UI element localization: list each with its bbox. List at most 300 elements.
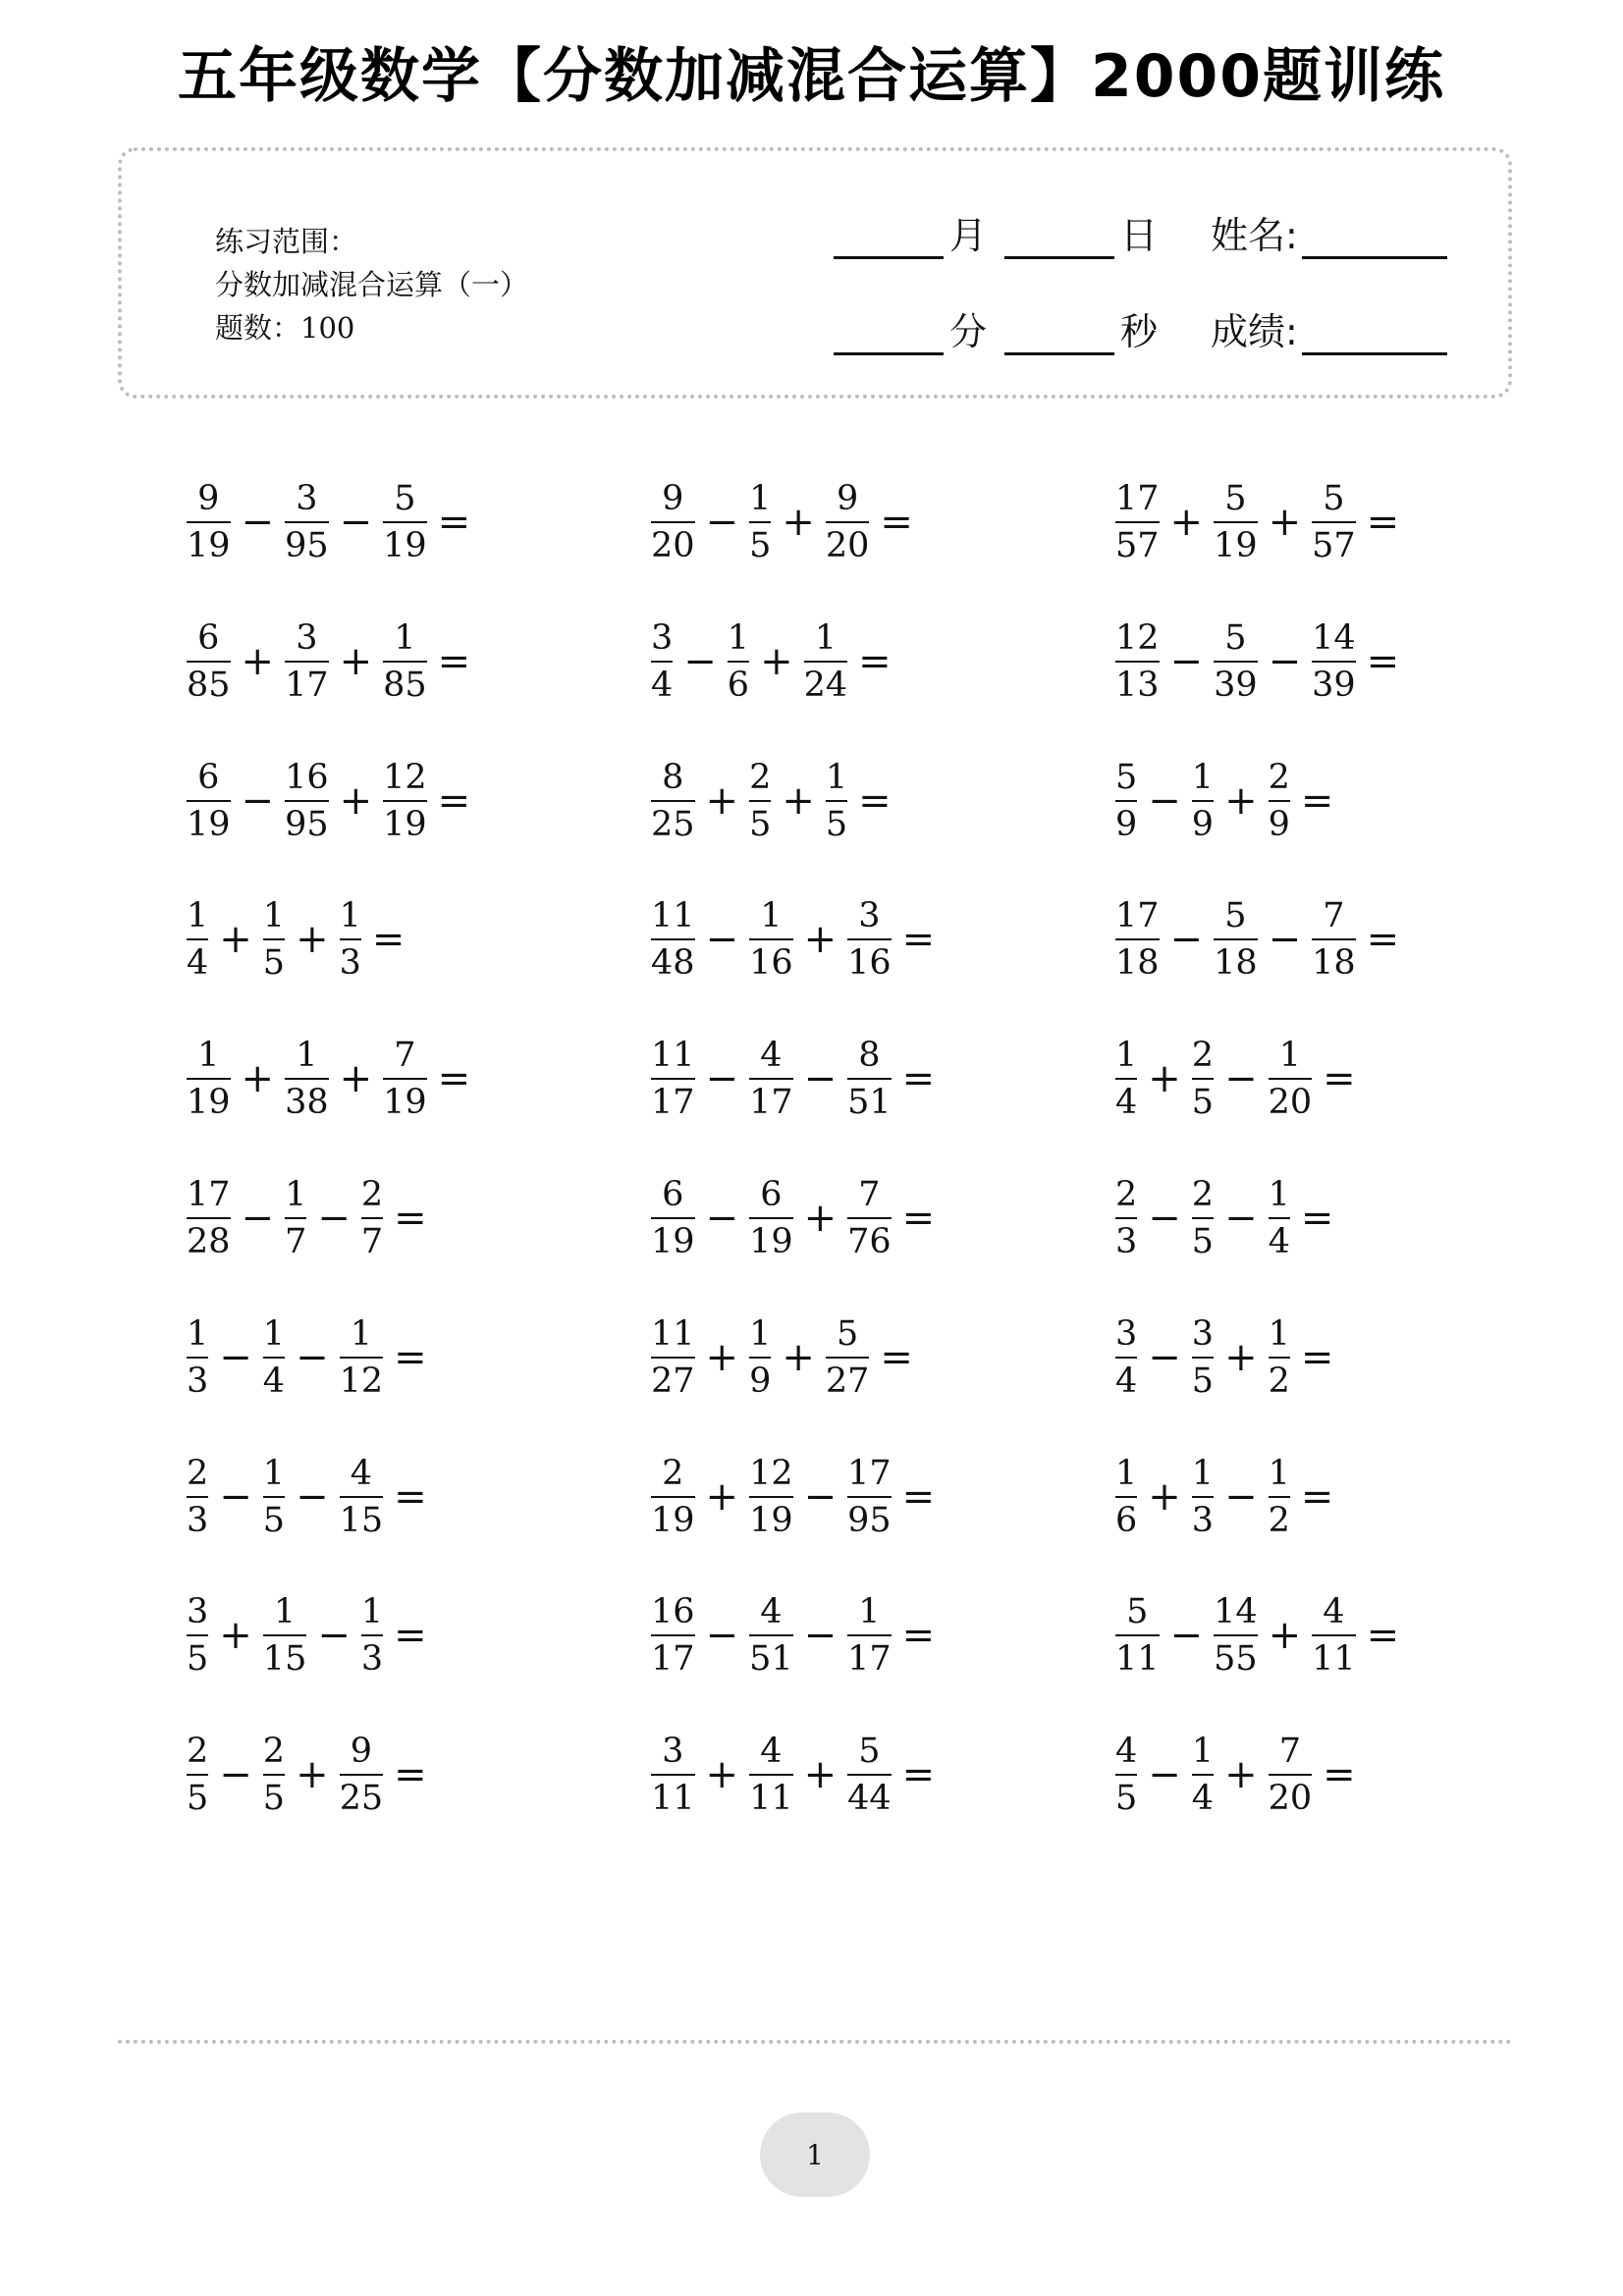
problem: [648, 896, 935, 983]
denominator: 5: [1191, 1361, 1215, 1401]
numerator: 2: [360, 1175, 384, 1214]
operator: +: [339, 777, 373, 824]
problem: [1112, 1314, 1333, 1401]
numerator: 1: [1268, 1175, 1290, 1214]
denominator: 7: [285, 1222, 307, 1261]
fraction: [337, 1454, 387, 1540]
problem: [1112, 1592, 1399, 1679]
numerator: 3: [1115, 1313, 1138, 1354]
numerator: 2: [662, 1453, 684, 1493]
fraction: [725, 618, 752, 705]
numerator: 2: [1115, 1175, 1138, 1214]
fraction-bar: [187, 1634, 208, 1636]
fraction: [282, 618, 332, 705]
problem: [648, 1454, 935, 1540]
problem: [1112, 758, 1333, 844]
fraction: [184, 1036, 234, 1122]
operator: +: [241, 1056, 275, 1102]
denominator: 17: [749, 1083, 793, 1123]
fraction-bar: [187, 1774, 208, 1776]
denominator: 95: [285, 804, 329, 844]
fraction-bar: [651, 1496, 695, 1498]
numerator: 11: [651, 1313, 695, 1354]
denominator: 55: [1214, 1639, 1258, 1680]
equals-sign: =: [1323, 1752, 1356, 1798]
fraction-bar: [749, 1217, 793, 1219]
fraction: [1266, 1175, 1293, 1261]
fraction: [1211, 1592, 1261, 1679]
fraction: [380, 758, 430, 844]
equals-sign: =: [901, 1613, 936, 1659]
fraction: [648, 1732, 698, 1818]
denominator: 4: [1191, 1779, 1215, 1819]
fraction-bar: [285, 800, 329, 802]
fraction-bar: [263, 1496, 285, 1498]
operator: +: [339, 638, 373, 684]
problem: [1112, 1036, 1356, 1122]
numerator: 5: [1115, 757, 1138, 797]
denominator: 48: [651, 943, 695, 984]
numerator: 1: [1268, 1313, 1290, 1354]
fraction: [184, 1732, 211, 1818]
numerator: 3: [296, 479, 318, 518]
operator: +: [1169, 500, 1204, 545]
denominator: 11: [1312, 1639, 1356, 1680]
numerator: 1: [262, 1313, 286, 1354]
fraction: [184, 1175, 234, 1261]
equals-sign: =: [1366, 917, 1400, 963]
fraction-bar: [263, 1634, 307, 1636]
fraction-bar: [1115, 938, 1160, 940]
fraction: [380, 1036, 430, 1122]
numerator: 3: [651, 617, 674, 658]
numerator: 3: [662, 1732, 684, 1772]
operator: −: [1224, 1056, 1258, 1102]
problem: [648, 1314, 913, 1401]
second-blank[interactable]: [1004, 313, 1114, 355]
operator: −: [1148, 1752, 1181, 1798]
fraction: [337, 1314, 387, 1401]
problem: [184, 479, 470, 565]
operator: −: [1169, 638, 1204, 684]
fraction-bar: [285, 1217, 306, 1219]
fraction-bar: [651, 1357, 695, 1359]
equals-sign: =: [901, 1473, 936, 1520]
fraction-bar: [651, 521, 695, 523]
operator: +: [760, 638, 793, 684]
fraction: [648, 1454, 698, 1540]
operator: +: [803, 1752, 838, 1798]
range-label: 练习范围：: [215, 225, 358, 258]
fraction-bar: [361, 1634, 383, 1636]
fraction: [358, 1175, 386, 1261]
fraction: [1211, 479, 1261, 565]
fraction: [801, 618, 851, 705]
fraction: [844, 896, 894, 983]
operator: +: [296, 917, 329, 963]
denominator: 4: [1115, 1361, 1138, 1401]
score-blank[interactable]: [1302, 313, 1447, 355]
numerator: 4: [760, 1732, 783, 1772]
denominator: 15: [339, 1500, 384, 1540]
fraction: [282, 479, 332, 565]
fraction-bar: [1115, 1634, 1160, 1636]
fraction: [823, 758, 850, 844]
fraction: [358, 1592, 386, 1679]
equals-sign: =: [880, 1334, 913, 1380]
page-number: 1: [760, 2112, 870, 2197]
fraction: [380, 479, 430, 565]
fraction: [1189, 1175, 1217, 1261]
equals-sign: =: [394, 1752, 427, 1798]
denominator: 4: [262, 1361, 286, 1401]
operator: −: [803, 1056, 838, 1102]
fraction-bar: [1312, 661, 1356, 663]
numerator: 1: [262, 896, 286, 936]
fraction-bar: [1269, 800, 1290, 802]
operator: +: [1268, 500, 1302, 545]
equals-sign: =: [437, 1056, 471, 1102]
fraction-bar: [1115, 661, 1160, 663]
numerator: 1: [197, 1036, 220, 1076]
month-blank[interactable]: [834, 217, 944, 259]
fraction: [260, 1732, 288, 1818]
numerator: 5: [1224, 479, 1247, 518]
denominator: 3: [187, 1361, 209, 1401]
operator: −: [317, 1613, 351, 1659]
denominator: 5: [1115, 1779, 1138, 1819]
numerator: 4: [350, 1453, 372, 1493]
denominator: 17: [847, 1639, 892, 1680]
problem: [184, 1175, 427, 1261]
fraction-bar: [749, 1078, 793, 1080]
numerator: 12: [749, 1453, 793, 1493]
fraction: [648, 479, 698, 565]
denominator: 44: [847, 1779, 892, 1819]
fraction-bar: [187, 1078, 231, 1080]
fraction-bar: [749, 1357, 771, 1359]
operator: +: [782, 500, 815, 545]
minute-blank[interactable]: [834, 313, 944, 355]
numerator: 3: [1191, 1313, 1215, 1354]
denominator: 5: [262, 943, 286, 984]
problem: [184, 1732, 427, 1818]
denominator: 19: [383, 804, 427, 844]
score-label: 成绩:: [1211, 310, 1298, 353]
operator: −: [219, 1473, 252, 1520]
operator: +: [803, 1196, 838, 1241]
numerator: 9: [197, 479, 220, 518]
numerator: 5: [858, 1732, 881, 1772]
denominator: 2: [1268, 1500, 1290, 1540]
denominator: 95: [285, 526, 329, 565]
numerator: 17: [187, 1175, 231, 1214]
fraction: [648, 758, 698, 844]
numerator: 1: [1191, 757, 1215, 797]
numerator: 17: [847, 1453, 892, 1493]
equals-sign: =: [394, 1334, 427, 1380]
numerator: 1: [858, 1592, 881, 1632]
fraction-bar: [1115, 1496, 1137, 1498]
fraction-bar: [847, 1634, 892, 1636]
numerator: 12: [1115, 617, 1160, 658]
operator: −: [1169, 917, 1204, 963]
operator: +: [1268, 1613, 1302, 1659]
numerator: 2: [1191, 1036, 1215, 1076]
equals-sign: =: [371, 917, 406, 963]
numerator: 1: [749, 1313, 772, 1354]
operator: −: [296, 1473, 329, 1520]
day-blank[interactable]: [1004, 217, 1114, 259]
operator: +: [219, 917, 252, 963]
fraction: [648, 1175, 698, 1261]
denominator: 17: [651, 1083, 695, 1123]
fraction-bar: [383, 1078, 427, 1080]
fraction-bar: [804, 661, 848, 663]
problem: [1112, 1732, 1356, 1818]
numerator: 1: [262, 1453, 286, 1493]
problem: [648, 758, 892, 844]
operator: −: [1148, 1334, 1181, 1380]
worksheet-title: 五年级数学【分数加减混合运算】2000题训练: [178, 42, 1445, 111]
fraction-bar: [1269, 1217, 1290, 1219]
denominator: 5: [749, 804, 772, 844]
denominator: 19: [651, 1500, 695, 1540]
fraction: [260, 1454, 288, 1540]
problem: [1112, 618, 1399, 705]
fraction: [1309, 618, 1359, 705]
fraction-bar: [1192, 1217, 1214, 1219]
fraction-bar: [651, 1774, 695, 1776]
denominator: 6: [727, 665, 750, 705]
numerator: 1: [760, 896, 783, 936]
denominator: 9: [1268, 804, 1290, 844]
fraction: [1189, 758, 1217, 844]
operator: +: [1148, 1056, 1181, 1102]
denominator: 18: [1312, 943, 1356, 984]
numerator: 5: [1126, 1592, 1149, 1632]
denominator: 25: [651, 804, 695, 844]
numerator: 5: [1323, 479, 1345, 518]
fraction: [282, 1175, 309, 1261]
denominator: 5: [1191, 1222, 1215, 1261]
fraction: [1112, 1732, 1140, 1818]
fraction: [648, 896, 698, 983]
fraction: [337, 1732, 387, 1818]
operator: +: [296, 1752, 329, 1798]
denominator: 16: [749, 943, 793, 984]
fraction: [1211, 618, 1261, 705]
fraction: [1112, 758, 1140, 844]
fraction-bar: [1214, 1634, 1258, 1636]
fraction: [746, 1732, 796, 1818]
fraction-bar: [651, 1217, 695, 1219]
fraction-bar: [847, 1496, 892, 1498]
denominator: 3: [1115, 1222, 1138, 1261]
denominator: 12: [339, 1361, 384, 1401]
fraction: [648, 1592, 698, 1679]
fraction-bar: [826, 521, 870, 523]
denominator: 16: [847, 943, 892, 984]
numerator: 8: [662, 757, 684, 797]
fraction-bar: [1269, 1774, 1313, 1776]
fraction-bar: [1312, 938, 1356, 940]
denominator: 17: [651, 1639, 695, 1680]
fraction-bar: [187, 661, 231, 663]
fraction-bar: [340, 1774, 384, 1776]
numerator: 2: [187, 1453, 209, 1493]
numerator: 2: [187, 1732, 209, 1772]
numerator: 16: [651, 1592, 695, 1632]
fraction: [380, 618, 430, 705]
equals-sign: =: [1300, 1196, 1334, 1241]
operator: +: [782, 777, 815, 824]
numerator: 1: [727, 617, 750, 658]
fraction: [184, 896, 211, 983]
fraction-bar: [1214, 938, 1258, 940]
fraction-bar: [383, 800, 427, 802]
operator: +: [219, 1613, 252, 1659]
equals-sign: =: [394, 1196, 427, 1241]
fraction-bar: [1269, 1496, 1290, 1498]
fraction-bar: [1312, 1634, 1356, 1636]
equals-sign: =: [437, 500, 471, 545]
equals-sign: =: [1300, 777, 1334, 824]
fraction: [844, 1592, 894, 1679]
fraction: [1112, 1175, 1140, 1261]
numerator: 1: [339, 896, 361, 936]
fraction: [337, 896, 364, 983]
operator: −: [705, 917, 739, 963]
operator: −: [803, 1473, 838, 1520]
fraction-bar: [361, 1217, 383, 1219]
fraction-bar: [1192, 1496, 1214, 1498]
fraction-bar: [1192, 800, 1214, 802]
fraction-bar: [187, 800, 231, 802]
fraction-bar: [340, 1496, 384, 1498]
numerator: 1: [360, 1592, 384, 1632]
numerator: 2: [749, 757, 772, 797]
day-label: 日: [1120, 214, 1159, 257]
denominator: 5: [262, 1500, 286, 1540]
denominator: 3: [187, 1500, 209, 1540]
operator: +: [241, 638, 275, 684]
numerator: 2: [1191, 1175, 1215, 1214]
fraction-bar: [651, 938, 695, 940]
problem: [648, 1036, 935, 1122]
fraction: [1309, 1592, 1359, 1679]
numerator: 5: [394, 479, 416, 518]
fraction-bar: [826, 800, 847, 802]
operator: +: [705, 777, 739, 824]
numerator: 1: [1191, 1453, 1215, 1493]
fraction: [844, 1036, 894, 1122]
equals-sign: =: [858, 777, 892, 824]
fraction: [1112, 896, 1163, 983]
denominator: 4: [187, 943, 209, 984]
operator: −: [683, 638, 717, 684]
fraction: [1112, 479, 1163, 565]
problem: [184, 1592, 427, 1679]
fraction-bar: [749, 1496, 793, 1498]
name-blank[interactable]: [1302, 217, 1447, 259]
fraction-bar: [749, 800, 771, 802]
numerator: 6: [662, 1175, 684, 1214]
fraction-bar: [847, 1774, 892, 1776]
denominator: 19: [1214, 526, 1258, 565]
fraction: [746, 896, 796, 983]
denominator: 20: [825, 526, 870, 565]
denominator: 19: [383, 526, 427, 565]
fraction-bar: [847, 938, 892, 940]
operator: −: [1268, 638, 1302, 684]
fraction: [1266, 1732, 1316, 1818]
operator: −: [1169, 1613, 1204, 1659]
fraction-bar: [383, 521, 427, 523]
numerator: 17: [1115, 479, 1160, 518]
fraction-bar: [1312, 521, 1356, 523]
fraction: [1112, 1314, 1140, 1401]
denominator: 11: [749, 1779, 793, 1819]
denominator: 4: [1115, 1083, 1138, 1123]
operator: −: [1268, 917, 1302, 963]
denominator: 3: [1191, 1500, 1215, 1540]
fraction-bar: [847, 1217, 892, 1219]
numerator: 1: [1278, 1036, 1301, 1076]
fraction: [260, 1314, 288, 1401]
problem: [1112, 1454, 1333, 1540]
fraction-bar: [187, 1357, 208, 1359]
fraction: [823, 479, 873, 565]
numerator: 16: [285, 757, 329, 797]
numerator: 11: [651, 1036, 695, 1076]
numerator: 14: [1312, 617, 1356, 658]
fraction: [648, 1036, 698, 1122]
denominator: 11: [1115, 1639, 1160, 1680]
denominator: 9: [749, 1361, 772, 1401]
denominator: 19: [187, 526, 231, 565]
fraction: [282, 758, 332, 844]
equals-sign: =: [394, 1613, 427, 1659]
fraction: [746, 1036, 796, 1122]
problem: [184, 1314, 427, 1401]
operator: −: [1224, 1196, 1258, 1241]
denominator: 51: [847, 1083, 892, 1123]
fraction: [844, 1732, 894, 1818]
equals-sign: =: [1300, 1334, 1334, 1380]
equals-sign: =: [901, 1056, 936, 1102]
fraction-bar: [1115, 1357, 1137, 1359]
fraction: [1189, 1454, 1217, 1540]
numerator: 1: [814, 617, 837, 658]
problem: [1112, 479, 1399, 565]
denominator: 9: [1191, 804, 1215, 844]
fraction-bar: [285, 521, 329, 523]
fraction-bar: [1192, 1774, 1214, 1776]
fraction-bar: [285, 1078, 329, 1080]
denominator: 19: [651, 1222, 695, 1261]
numerator: 3: [858, 896, 881, 936]
denominator: 25: [339, 1779, 384, 1819]
denominator: 11: [651, 1779, 695, 1819]
fraction-bar: [651, 661, 673, 663]
fraction-bar: [749, 521, 771, 523]
fraction-bar: [263, 1357, 285, 1359]
fraction-bar: [1269, 1357, 1290, 1359]
info-box: [118, 147, 1512, 399]
numerator: 7: [1323, 896, 1345, 936]
denominator: 19: [749, 1500, 793, 1540]
